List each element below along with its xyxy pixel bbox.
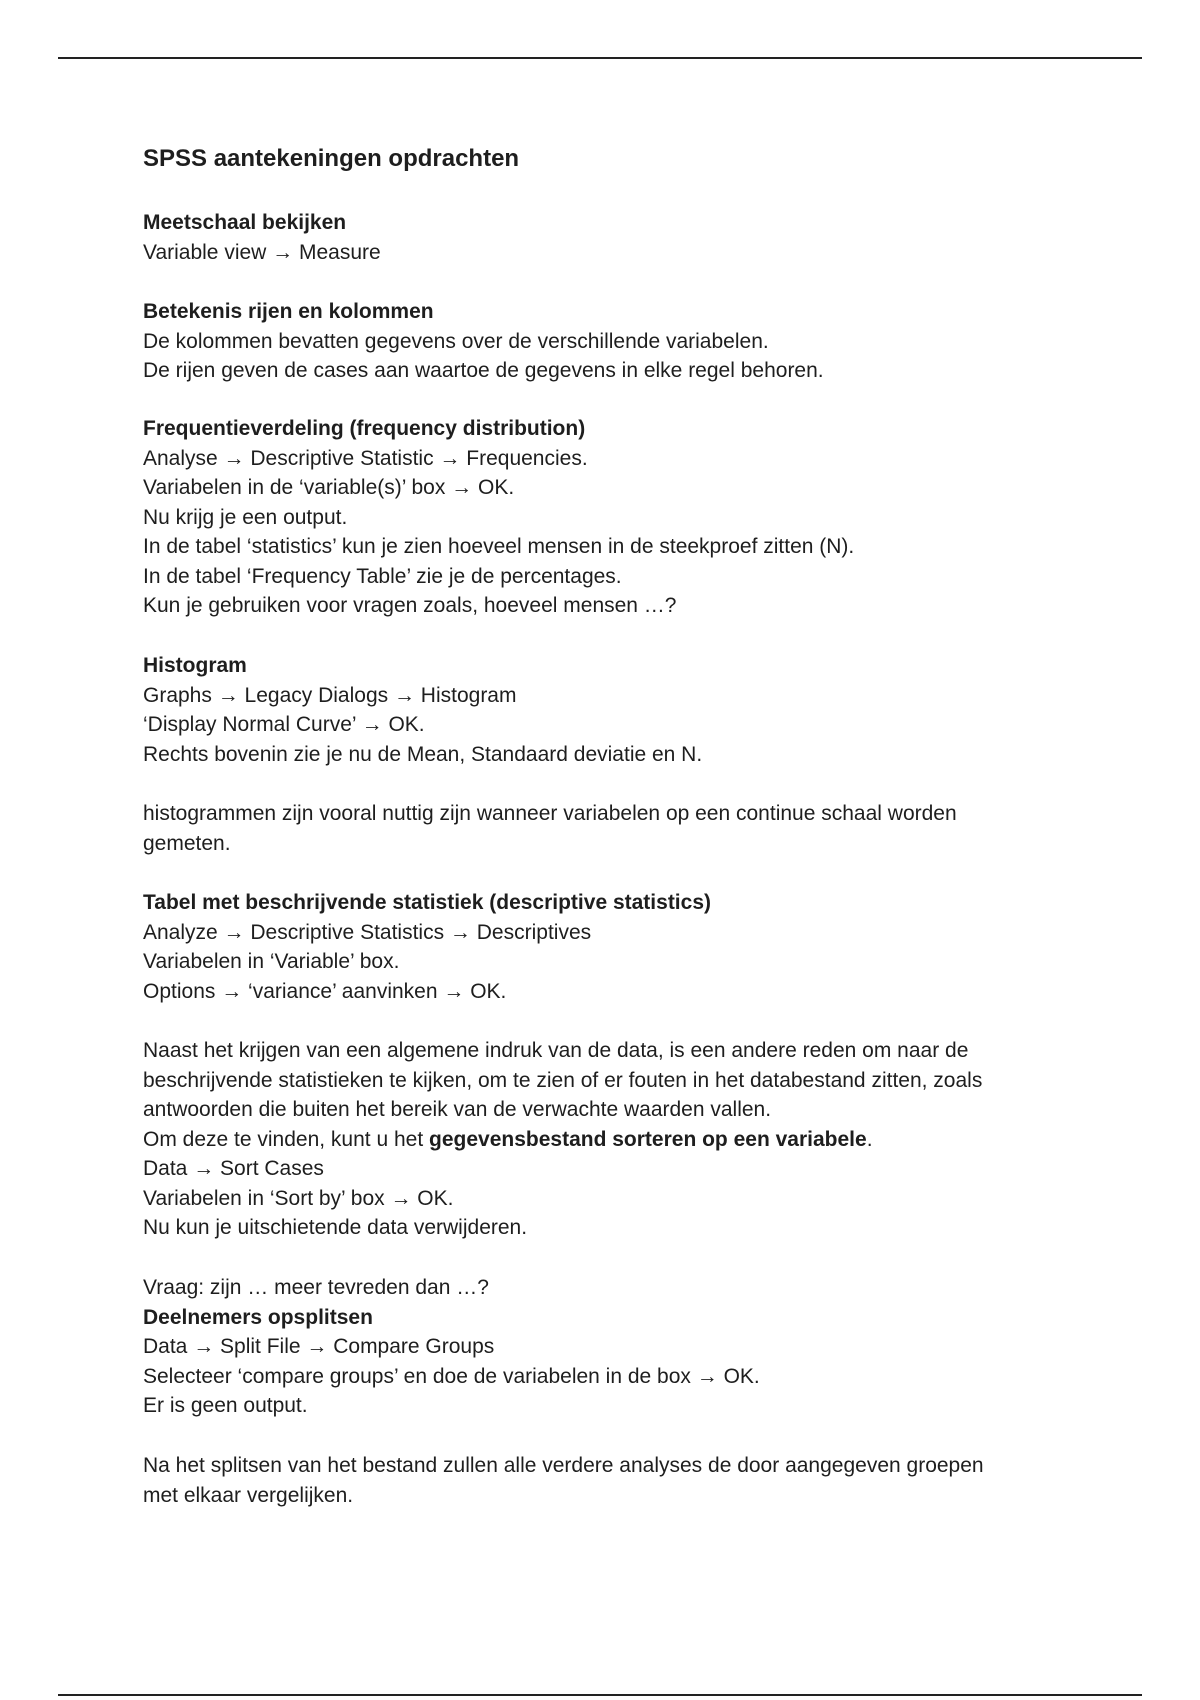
text-line: De rijen geven de cases aan waartoe de gegevens in elke regel behoren. [143, 359, 824, 382]
text-line: Variabelen in ‘Variable’ box. [143, 950, 400, 973]
bottom-rule [58, 1694, 1142, 1696]
text-line: Variable view → Measure [143, 240, 381, 264]
text-line: Nu kun je uitschietende data verwijderen. [143, 1216, 528, 1239]
section-heading: Tabel met beschrijvende statistiek (descriptive statistics) [143, 891, 711, 914]
text-line: Data → Sort Cases [143, 1157, 324, 1180]
sort-sentence-end: . [866, 1127, 873, 1151]
section-heading: Meetschaal bekijken [143, 211, 347, 234]
text-line: Analyse → Descriptive Statistic → Frequencies. [143, 446, 588, 470]
text-line: Kun je gebruiken voor vragen zoals, hoeveel mensen …? [143, 594, 677, 617]
section-heading: Betekenis rijen en kolommen [143, 300, 434, 323]
text-line: In de tabel ‘Frequency Table’ zie je de percentages. [143, 564, 622, 588]
text-line: Selecteer ‘compare groups’ en doe de variabelen in de box → OK. [143, 1364, 760, 1388]
text-line: beschrijvende statistieken te kijken, om te zien of er fouten in het databestand zitten, zoals [143, 1068, 983, 1092]
section-histogram [143, 651, 1083, 769]
text-line: histogrammen zijn vooral nuttig zijn wanneer variabelen op een continue schaal worden [143, 802, 957, 825]
section-heading: Frequentieverdeling (frequency distribution) [143, 417, 586, 440]
text-line: met elkaar vergelijken. [143, 1483, 354, 1507]
question-line: Vraag: zijn … meer tevreden dan …? [143, 1276, 489, 1299]
section-sorteren [143, 1036, 1083, 1243]
text-line: Nu krijg je een output. [143, 505, 348, 529]
text-line: antwoorden die buiten het bereik van de verwachte waarden vallen. [143, 1098, 772, 1121]
section-frequentieverdeling [143, 414, 1083, 621]
text-line: Er is geen output. [143, 1394, 308, 1417]
text-line: Data → Split File → Compare Groups [143, 1335, 495, 1358]
section-meetschaal [143, 208, 1083, 267]
section-splitsen-note [143, 1451, 1083, 1510]
text-line: Graphs → Legacy Dialogs → Histogram [143, 683, 517, 707]
section-descriptives [143, 888, 1083, 1006]
text-line: ‘Display Normal Curve’ → OK. [143, 713, 425, 736]
section-rijen-kolommen [143, 297, 1083, 386]
text-line: Options → ‘variance’ aanvinken → OK. [143, 979, 507, 1003]
sort-sentence-bold: gegevensbestand sorteren op een variabele [429, 1127, 867, 1151]
section-heading: Histogram [143, 654, 247, 677]
text-line: Analyze → Descriptive Statistics → Descriptives [143, 920, 592, 944]
sort-sentence [143, 1125, 1083, 1155]
section-splitsen [143, 1273, 1083, 1421]
text-line: Na het splitsen van het bestand zullen alle verdere analyses de door aangegeven groepen [143, 1454, 984, 1477]
text-line: Variabelen in de ‘variable(s)’ box → OK. [143, 476, 515, 499]
text-line: Naast het krijgen van een algemene indruk van de data, is een andere reden om naar de [143, 1039, 969, 1062]
section-histogram-note [143, 799, 1083, 858]
text-line: Variabelen in ‘Sort by’ box → OK. [143, 1186, 454, 1210]
page-title: SPSS aantekeningen opdrachten [143, 145, 520, 172]
section-heading: Deelnemers opsplitsen [143, 1305, 373, 1329]
text-line: De kolommen bevatten gegevens over de verschillende variabelen. [143, 329, 769, 353]
text-line: In de tabel ‘statistics’ kun je zien hoeveel mensen in de steekproef zitten (N). [143, 535, 855, 558]
text-line: gemeten. [143, 831, 231, 855]
sort-sentence-start: Om deze te vinden, kunt u het [143, 1127, 430, 1151]
top-rule [58, 57, 1142, 59]
text-line: Rechts bovenin zie je nu de Mean, Standaard deviatie en N. [143, 742, 703, 766]
